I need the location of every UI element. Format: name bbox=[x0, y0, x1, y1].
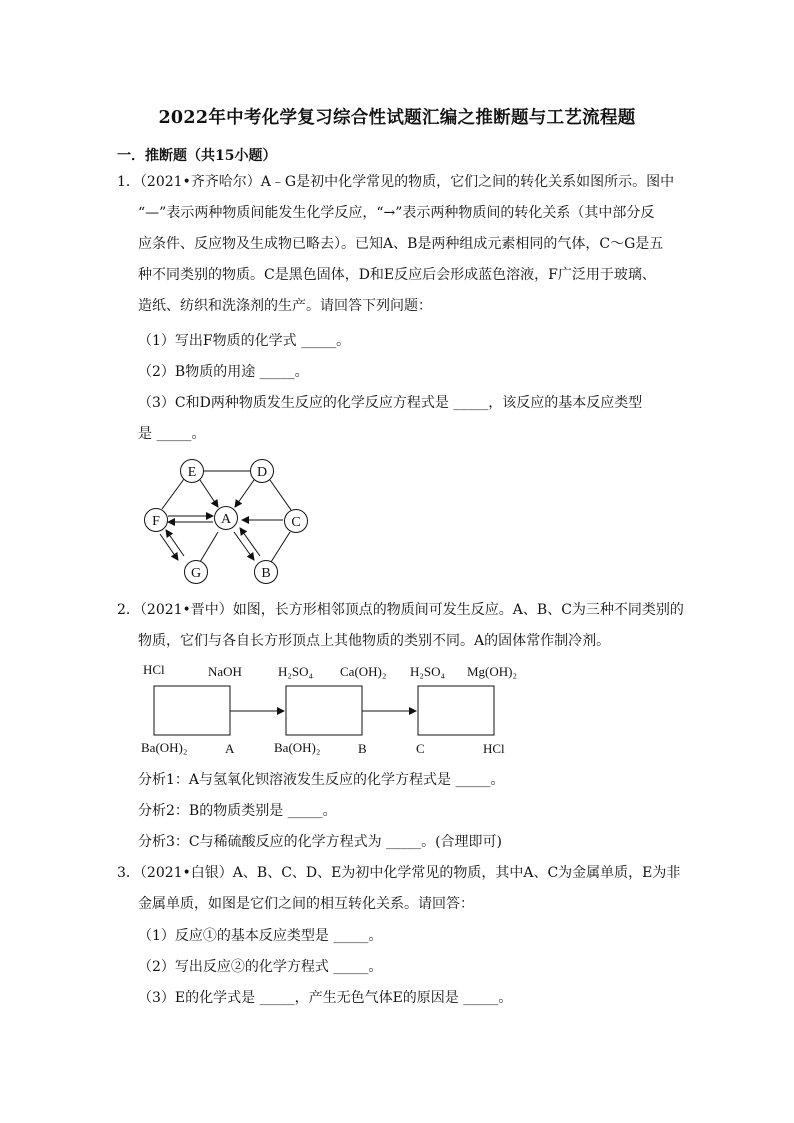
edge-e-a bbox=[200, 480, 218, 507]
edge-d-a bbox=[235, 480, 254, 507]
q2-label-mgoh2: Mg(OH)₂ bbox=[467, 664, 518, 679]
q2-box-b bbox=[286, 686, 362, 735]
q2-label-a: A bbox=[225, 741, 235, 756]
node-b-label: B bbox=[261, 566, 271, 581]
q3-subq-3: （3）E的化学式是 _____，产生无色气体E的原因是 _____。 bbox=[138, 990, 513, 1006]
q2-label-c: C bbox=[416, 741, 425, 756]
q3-subq-1: （1）反应①的基本反应类型是 _____。 bbox=[138, 928, 383, 944]
q2-label-h2so4-2: H₂SO₄ bbox=[410, 664, 446, 679]
edge-a-g bbox=[200, 532, 218, 562]
q2-box-a bbox=[154, 686, 230, 735]
q2-line-1: 2．（2021•晋中）如图，长方形相邻顶点的物质间可发生反应。A、B、C为三种不同类别的 bbox=[117, 602, 684, 618]
q1-line-4: 种不同类别的物质。C是黑色固体，D和E反应后会形成蓝色溶液，F广泛用于玻璃、 bbox=[138, 267, 656, 283]
page-title: 2022年中考化学复习综合性试题汇编之推断题与工艺流程题 bbox=[158, 108, 636, 128]
edge-c-b bbox=[271, 532, 290, 562]
q2-label-hcl-bottom: HCl bbox=[483, 741, 505, 756]
node-a-label: A bbox=[220, 512, 232, 527]
node-f-label: F bbox=[152, 514, 160, 529]
q1-line-3: 应条件、反应物及生成物已略去）。已知A、B是两种组成元素相同的气体，C～G是五 bbox=[138, 236, 664, 252]
node-g-label: G bbox=[190, 566, 202, 581]
q1-line-5: 造纸、纺织和洗涤剂的生产。请回答下列问题： bbox=[138, 298, 432, 314]
q3-line-2: 金属单质，如图是它们之间的相互转化关系。请回答： bbox=[138, 896, 474, 912]
q2-analysis-3: 分析3：C与稀硫酸反应的化学方程式为 _____。(合理即可) bbox=[138, 834, 502, 850]
edge-b-a bbox=[240, 528, 260, 556]
q2-label-baoh2-1: Ba(OH)₂ bbox=[141, 740, 188, 755]
q2-label-baoh2-2: Ba(OH)₂ bbox=[274, 740, 321, 755]
q1-subq-3b: 是 _____。 bbox=[138, 426, 206, 442]
q2-rectangle-diagram bbox=[150, 682, 500, 740]
q2-line-2: 物质，它们与各自长方形顶点上其他物质的类别不同。A的固体常作制冷剂。 bbox=[138, 633, 611, 649]
q1-line-2: “—”表示两种物质间能发生化学反应，“→”表示两种物质间的转化关系（其中部分反 bbox=[138, 205, 655, 221]
q3-line-1: 3．（2021•白银）A、B、C、D、E为初中化学常见的物质，其中A、C为金属单质，E为非 bbox=[117, 865, 681, 881]
edge-g-f bbox=[166, 530, 184, 556]
q1-subq-3a: （3）C和D两种物质发生反应的化学反应方程式是 _____，该反应的基本反应类型 bbox=[138, 395, 643, 411]
q1-relation-diagram bbox=[130, 452, 320, 592]
q2-analysis-1: 分析1：A与氢氧化钡溶液发生反应的化学方程式是 _____。 bbox=[138, 772, 505, 788]
q2-label-b: B bbox=[358, 741, 367, 756]
node-e-label: E bbox=[187, 465, 197, 480]
edge-f-g bbox=[160, 534, 178, 560]
q3-subq-2: （2）写出反应②的化学方程式 _____。 bbox=[138, 959, 383, 975]
q2-label-h2so4-1: H₂SO₄ bbox=[278, 664, 314, 679]
q1-subq-1: （1）写出F物质的化学式 _____。 bbox=[138, 333, 351, 349]
q2-analysis-2: 分析2：B的物质类别是 _____。 bbox=[138, 803, 337, 819]
node-d-label: D bbox=[256, 465, 268, 480]
section-heading: 一．推断题（共15小题） bbox=[117, 148, 277, 164]
q1-subq-2: （2）B物质的用途 _____。 bbox=[138, 364, 309, 380]
q2-label-naoh: NaOH bbox=[208, 664, 242, 679]
edge-e-f bbox=[162, 479, 184, 509]
node-c-label: C bbox=[291, 515, 301, 530]
edge-a-b bbox=[234, 532, 254, 560]
q1-line-1: 1．（2021•齐齐哈尔）A﹣G是初中化学常见的物质，它们之间的转化关系如图所示。图中 bbox=[117, 174, 675, 190]
q2-label-caoh2: Ca(OH)₂ bbox=[340, 664, 387, 679]
q2-label-hcl-top: HCl bbox=[143, 662, 165, 677]
edge-d-c bbox=[270, 480, 291, 510]
q2-box-c bbox=[418, 686, 494, 735]
